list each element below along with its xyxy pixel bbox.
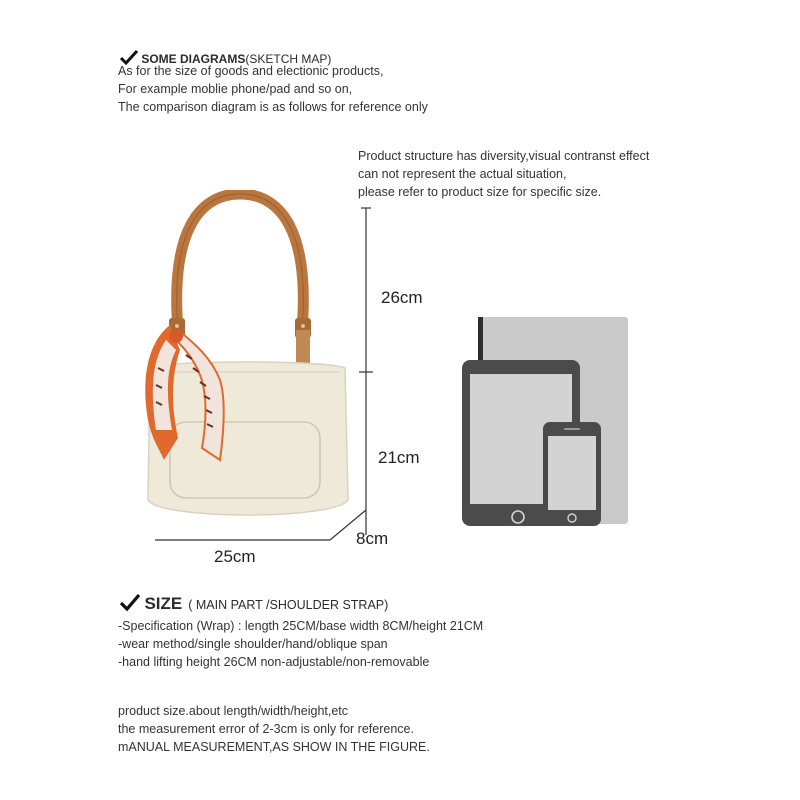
note-line-3: please refer to product size for specific size.	[358, 185, 602, 199]
spec-line-2: -wear method/single shoulder/hand/oblique span	[118, 637, 388, 651]
spec-line-1: -Specification (Wrap) : length 25CM/base width 8CM/height 21CM	[118, 619, 484, 633]
footer-line-3: mANUAL MEASUREMENT,AS SHOW IN THE FIGURE.	[118, 740, 430, 754]
footer-line-2: the measurement error of 2-3cm is only for reference.	[118, 722, 414, 736]
diagram-heading-bold: SOME DIAGRAMS	[141, 52, 246, 66]
intro-line-3: The comparison diagram is as follows for reference only	[118, 100, 428, 114]
intro-line-2: For example moblie phone/pad and so on,	[118, 82, 353, 96]
intro-line-1: As for the size of goods and electionic products,	[118, 64, 384, 78]
handbag-image	[130, 190, 370, 535]
spec-line-3: -hand lifting height 26CM non-adjustable/non-removable	[118, 655, 430, 669]
dimension-handle-height: 26cm	[381, 288, 423, 307]
dimension-body-height: 21cm	[378, 448, 420, 467]
size-heading-title: SIZE	[144, 594, 183, 613]
checkmark-icon	[120, 594, 140, 612]
size-heading	[120, 594, 388, 614]
footer-line-1: product size.about length/width/height,etc	[118, 704, 349, 718]
note-line-1: Product structure has diversity,visual contranst effect	[358, 149, 650, 163]
dimension-length: 25cm	[214, 547, 256, 566]
note-line-2: can not represent the actual situation,	[358, 167, 567, 181]
size-heading-subtitle: ( MAIN PART /SHOULDER STRAP)	[188, 598, 389, 612]
diagram-heading-rest: (SKETCH MAP)	[245, 52, 332, 66]
device-comparison-image	[460, 312, 635, 532]
phone-icon	[543, 422, 601, 526]
dimension-width: 8cm	[356, 529, 389, 548]
